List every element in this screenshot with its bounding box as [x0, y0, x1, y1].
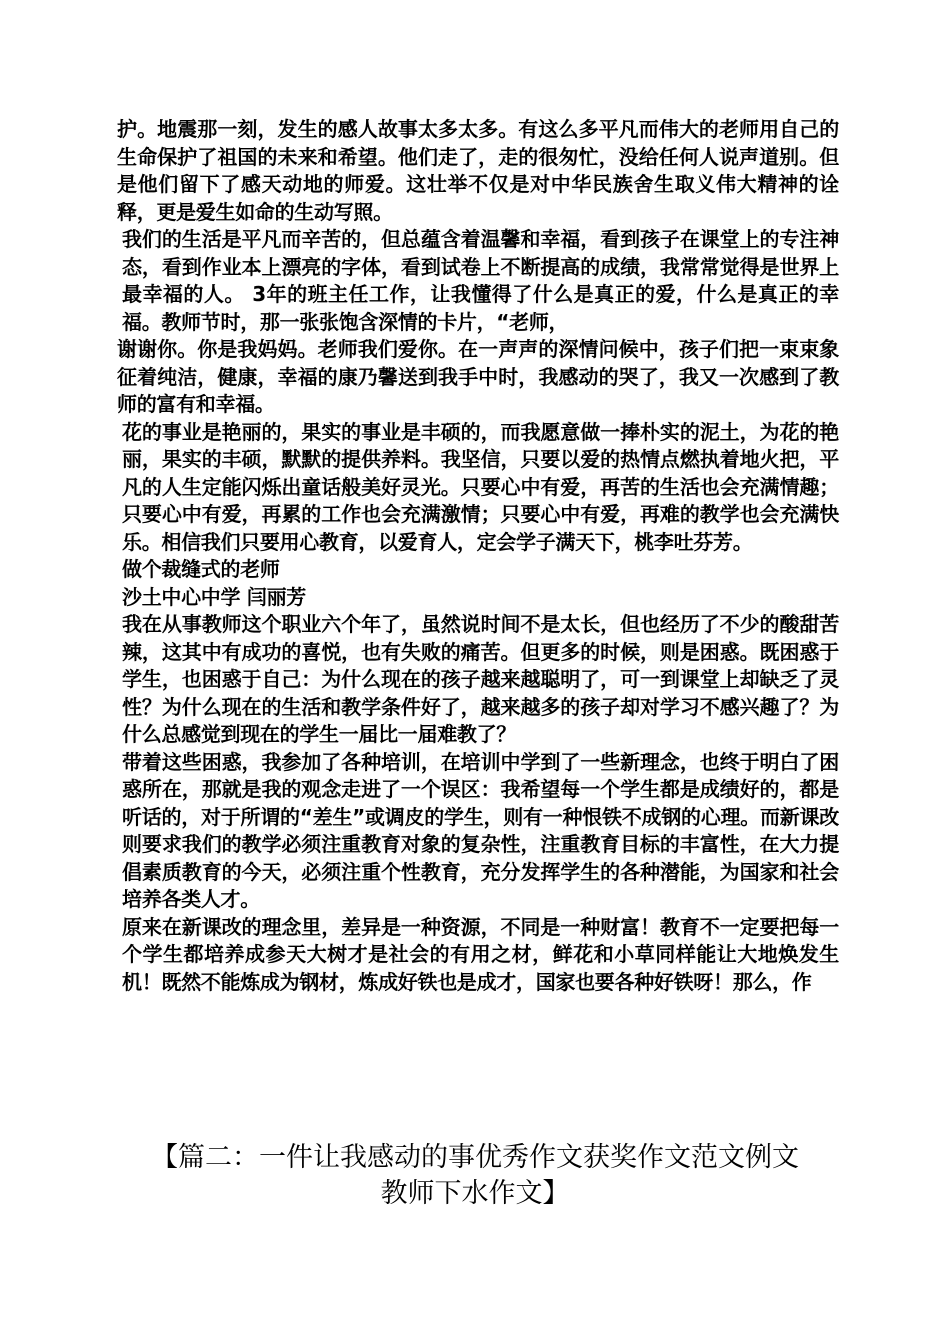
article-author: 沙土中心中学 闫丽芳: [122, 584, 306, 609]
paragraph-daily-life: 我们的生活是平凡而辛苦的，但总蕴含着温馨和幸福，看到孩子在课堂上的专注神态，看到作业本上漂亮的字体，看到试卷上不断提高的成绩，我常常觉得是世界上最幸福的人。 3年的班主任工作，让我懂得了什么是真正的爱，什么是真正的幸福。教师节时，那一张张饱含深情的卡片，“老师，: [122, 227, 839, 334]
paragraph-earthquake: 护。地震那一刻，发生的感人故事太多太多。有这么多平凡而伟大的老师用自己的生命保护了祖国的未来和希望。他们走了，走的很匆忙，没给任何人说声道别。但是他们留下了感天动地的师爱。这壮举不仅是对中华民族舍生取义伟大精神的诠释，更是爱生如命的生动写照。: [117, 117, 839, 224]
paragraph-training: 带着这些困惑，我参加了各种培训，在培训中学到了一些新理念，也终于明白了困惑所在，那就是我的观念走进了一个误区：我希望每一个学生都是成绩好的，都是听话的，对于所谓的“差生”或调皮的学生，则有一种恨铁不成钢的心理。而新课改则要求我们的教学必须注重教育对象的复杂性，注重教育目标的丰富性，在大力提倡素质教育的今天，必须注重个性教育，充分发挥学生的各种潜能，为国家和社会培养各类人才。: [122, 749, 839, 911]
paragraph-difference-resource: 原来在新课改的理念里，差异是一种资源，不同是一种财富！教育不一定要把每一个学生都培养成参天大树才是社会的有用之材，鲜花和小草同样能让大地焕发生机！既然不能炼成为钢材，炼成好铁也是成才，国家也要各种好铁呀！那么，作: [122, 914, 839, 994]
document-body: [117, 116, 839, 996]
paragraph-thank-you: 谢谢你。你是我妈妈。老师我们爱你。在一声声的深情问候中，孩子们把一束束象征着纯洁，健康，幸福的康乃馨送到我手中时，我感动的哭了，我又一次感到了教师的富有和幸福。: [117, 337, 839, 416]
section-heading-line-2: 教师下水作文】: [380, 1178, 570, 1209]
section-heading-line-1: 【篇二：一件让我感动的事优秀作文获奖作文范文例文: [151, 1142, 799, 1173]
article-title: 做个裁缝式的老师: [122, 557, 280, 581]
paragraph-flower-career: 花的事业是艳丽的，果实的事业是丰硕的，而我愿意做一捧朴实的泥土，为花的艳丽，果实的丰硕，默默的提供养料。我坚信，只要以爱的热情点燃执着地火把，平凡的人生定能闪烁出童话般美好灵光。只要心中有爱，再苦的生活也会充满情趣；只要心中有爱，再累的工作也会充满激情；只要心中有爱，再难的教学也会充满快乐。相信我们只要用心教育，以爱育人，定会学子满天下，桃李吐芬芳。: [122, 419, 839, 554]
section-heading: [100, 1140, 850, 1212]
paragraph-confusion: 我在从事教师这个职业六个年了，虽然说时间不是太长，但也经历了不少的酸甜苦辣，这其中有成功的喜悦，也有失败的痛苦。但更多的时候，则是困惑。既困惑于学生，也困惑于自己：为什么现在的孩子越来越聪明了，可一到课堂上却缺乏了灵性？为什么现在的生活和教学条件好了，越来越多的孩子却对学习不感兴趣了？为什么总感觉到现在的学生一届比一届难教了？: [122, 612, 839, 746]
